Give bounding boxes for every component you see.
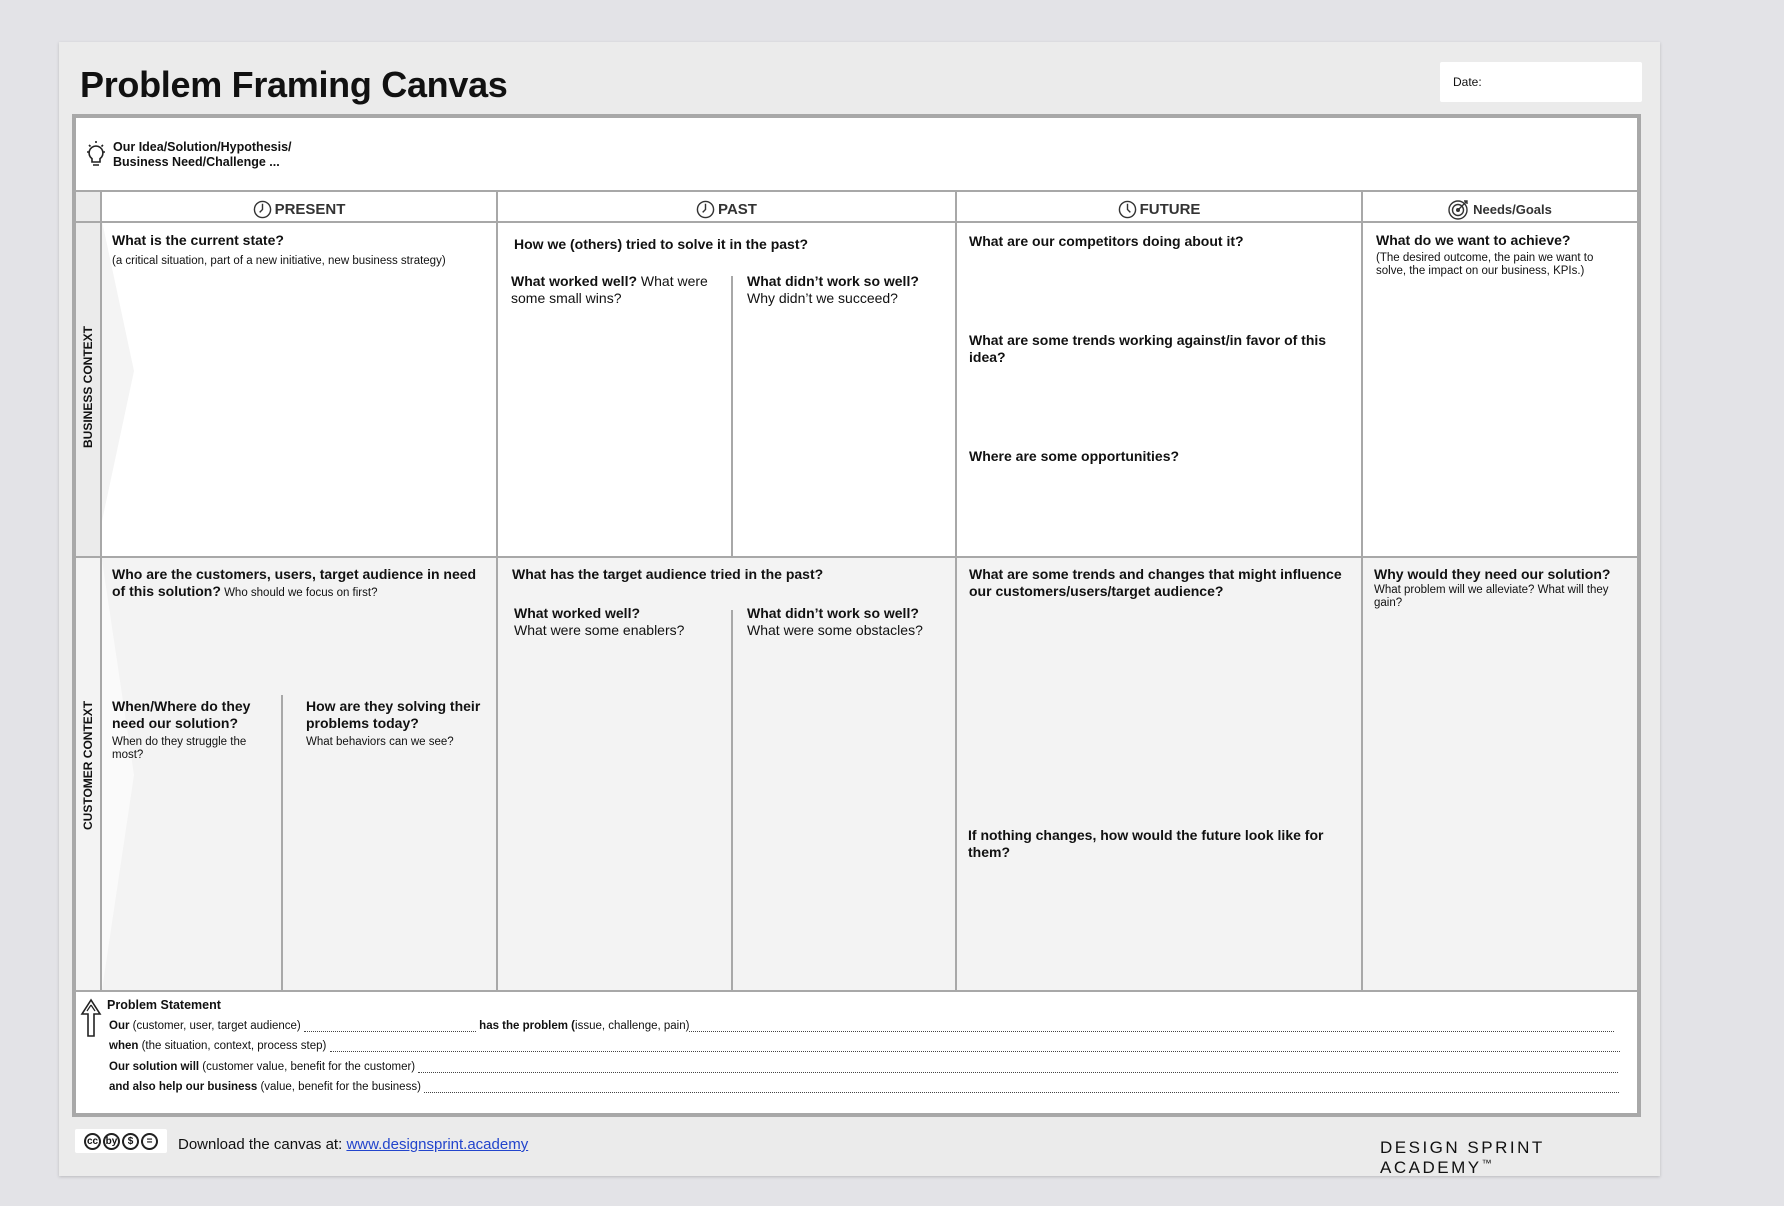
column-header-needs: Needs/Goals bbox=[1363, 194, 1637, 224]
date-field[interactable] bbox=[1440, 62, 1642, 102]
noncommercial-icon: $ bbox=[122, 1133, 139, 1150]
problem-statement-line-4[interactable]: and also help our business (value, benefit for the business) bbox=[109, 1081, 1624, 1093]
download-text: Download the canvas at: www.designsprint.academy bbox=[178, 1136, 529, 1153]
date-label: Date: bbox=[1453, 75, 1482, 89]
problem-statement-line-2[interactable]: when (the situation, context, process step) bbox=[109, 1040, 1624, 1052]
customer-future-q1[interactable]: What are some trends and changes that might influence our customers/users/target audience? bbox=[969, 566, 1342, 599]
business-future-q3[interactable]: Where are some opportunities? bbox=[969, 448, 1180, 464]
by-icon: by bbox=[103, 1133, 120, 1150]
customer-when-question[interactable]: When/Where do they need our solution? When do they struggle the most? bbox=[112, 698, 251, 761]
problem-statement-line-3[interactable]: Our solution will (customer value, benefit for the customer) bbox=[109, 1061, 1624, 1073]
idea-label: Our Idea/Solution/Hypothesis/ Business Need/Challenge ... bbox=[113, 140, 292, 169]
business-needs-question[interactable]: What do we want to achieve? (The desired outcome, the pain we want to solve, the impact on our business, KPIs.) bbox=[1376, 232, 1594, 277]
business-future-q2[interactable]: What are some trends working against/in favor of this idea? bbox=[969, 332, 1327, 365]
business-future-q1[interactable]: What are our competitors doing about it? bbox=[969, 233, 1244, 249]
clock-icon bbox=[253, 200, 272, 219]
creative-commons-badge bbox=[75, 1129, 167, 1153]
target-icon bbox=[1448, 198, 1470, 220]
cc-icon: cc bbox=[84, 1133, 101, 1150]
problem-statement-line-1[interactable]: Our (customer, user, target audience) has the problem (issue, challenge, pain) bbox=[109, 1020, 1624, 1032]
business-past-didnt[interactable]: What didn’t work so well? Why didn’t we succeed? bbox=[747, 273, 919, 306]
clock-icon bbox=[1118, 200, 1137, 219]
business-present-question[interactable]: What is the current state? (a critical situation, part of a new initiative, new business strategy) bbox=[112, 232, 446, 267]
business-past-question[interactable]: How we (others) tried to solve it in the past? bbox=[514, 236, 809, 252]
row-label-customer: CUSTOMER CONTEXT bbox=[81, 700, 95, 830]
customer-how-question[interactable]: How are they solving their problems today? What behaviors can we see? bbox=[306, 698, 481, 748]
canvas-frame bbox=[72, 114, 1641, 1117]
customer-needs-question[interactable]: Why would they need our solution? What problem will we alleviate? What will they gain? bbox=[1374, 566, 1611, 609]
brand-logo: DESIGN SPRINT ACADEMY™ bbox=[1380, 1138, 1545, 1177]
customer-past-worked[interactable]: What worked well? What were some enablers? bbox=[514, 605, 685, 638]
problem-statement-title: Problem Statement bbox=[107, 998, 221, 1012]
column-header-future: FUTURE bbox=[957, 194, 1361, 224]
customer-future-q2[interactable]: If nothing changes, how would the future look like for them? bbox=[968, 827, 1324, 860]
customer-past-question[interactable]: What has the target audience tried in the past? bbox=[512, 566, 824, 582]
column-header-past: PAST bbox=[498, 194, 955, 224]
page-title: Problem Framing Canvas bbox=[80, 64, 508, 105]
noderivs-icon: = bbox=[141, 1133, 158, 1150]
clock-icon bbox=[696, 200, 715, 219]
customer-present-question[interactable]: Who are the customers, users, target audience in need of this solution? Who should we focus on first? bbox=[112, 566, 477, 599]
download-link[interactable]: www.designsprint.academy bbox=[346, 1136, 529, 1153]
signpost-icon bbox=[80, 998, 102, 1038]
business-past-worked[interactable]: What worked well? What were some small wins? bbox=[511, 273, 708, 306]
row-label-business: BUSINESS CONTEXT bbox=[81, 325, 95, 448]
column-header-present: PRESENT bbox=[102, 194, 496, 224]
canvas-sheet bbox=[59, 42, 1660, 1176]
customer-past-didnt[interactable]: What didn’t work so well? What were some obstacles? bbox=[747, 605, 923, 638]
lightbulb-icon bbox=[84, 140, 108, 168]
